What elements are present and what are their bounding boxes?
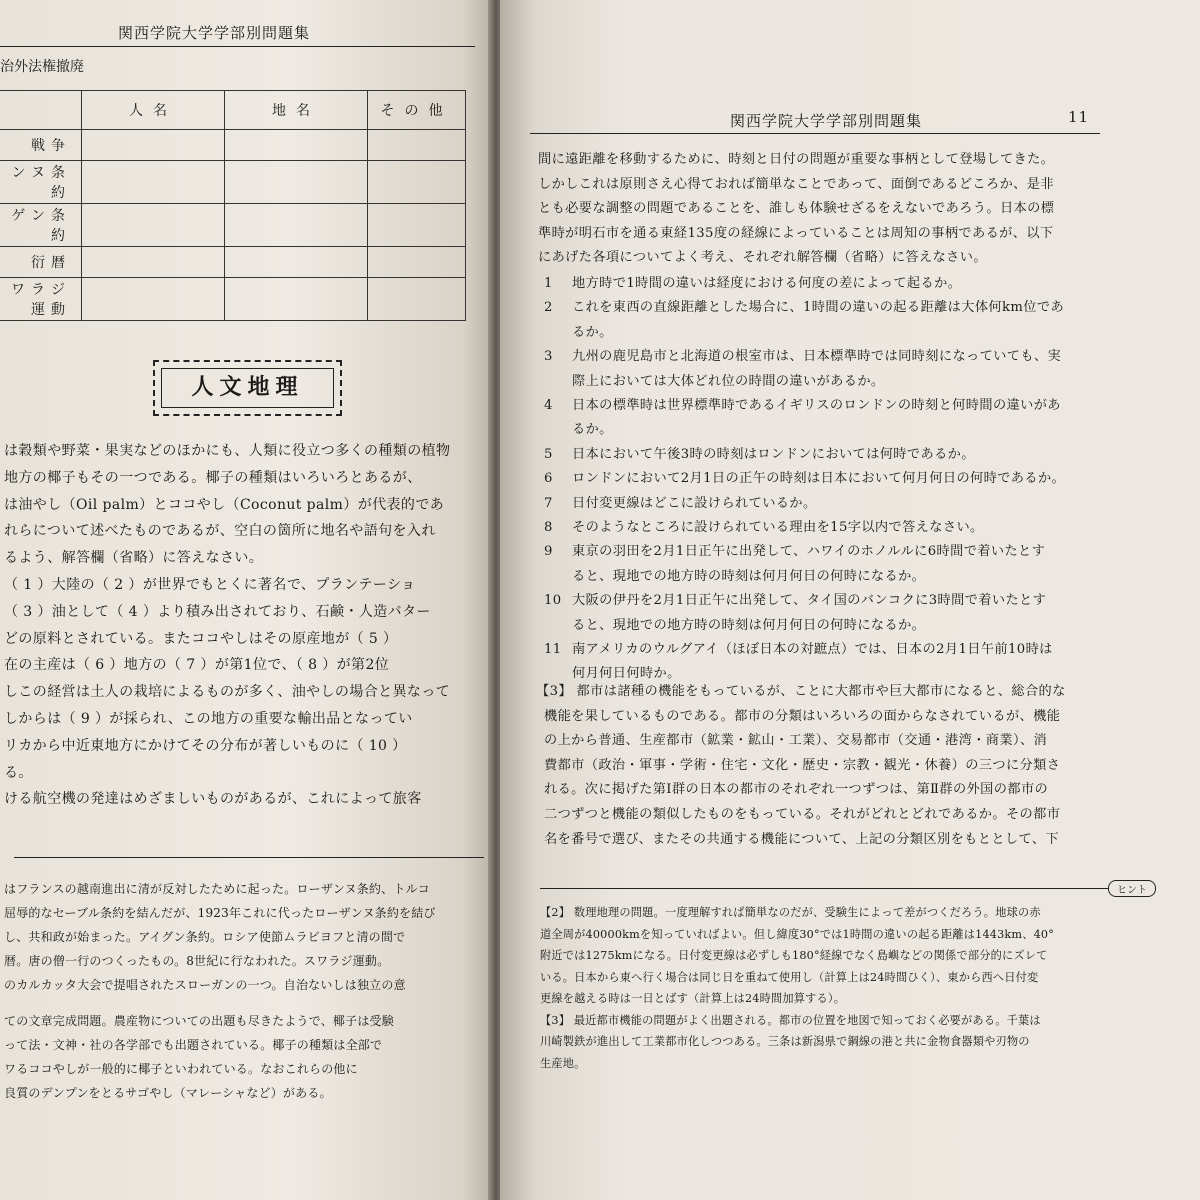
body-line: 地方の椰子もその一つである。椰子の種類はいろいろとあるが、 xyxy=(4,469,422,486)
question-text: 日付変更線はどこに設けられているか。 xyxy=(572,495,817,511)
row-label: 戦争 xyxy=(0,130,82,161)
table-cell xyxy=(82,278,225,321)
question-text: 日本の標準時は世界標準時であるイギリスのロンドンの時刻と何時間の違いがあ xyxy=(572,398,1061,413)
question-number: 11 xyxy=(544,642,562,657)
table-cell xyxy=(368,278,466,321)
question-text: ると、現地での地方時の時刻は何月何日の何時になるか。 xyxy=(572,617,926,633)
question-number: 6 xyxy=(544,471,553,487)
question-line xyxy=(544,467,1065,486)
note-line: し、共和政が始まった。アイグン条約。ロシア使節ムラビヨフと清の間で xyxy=(4,930,406,944)
note-line: って法・文神・社の各学部でも出題されている。椰子の種類は全部で xyxy=(4,1038,383,1052)
question-line xyxy=(544,614,925,633)
row-label: 衍暦 xyxy=(0,247,82,278)
question-text: 日本において午後3時の時刻はロンドンにおいては何時であるか。 xyxy=(572,446,975,462)
question-line xyxy=(544,443,975,462)
hint-note-line: 生産地。 xyxy=(540,1056,586,1070)
body-line: る。 xyxy=(4,764,33,781)
table-cell xyxy=(225,130,368,161)
header-rule xyxy=(0,46,475,47)
subhead: 治外法権撤廃 xyxy=(0,59,84,75)
section-3-line: の上から普通、生産都市（鉱業・鉱山・工業）、交易都市（交通・港湾・商業）、消 xyxy=(544,733,1048,749)
hint-note-line: 川崎製鉄が進出して工業都市化しつつある。三条は新潟県で鋼線の港と共に金物食器類や刃物の xyxy=(540,1035,1030,1048)
intro-line: にあげた各項についてよく考え、それぞれ解答欄（省略）に答えなさい。 xyxy=(538,250,987,265)
question-text: 九州の鹿児島市と北海道の根室市は、日本標準時では同時刻になっていても、実 xyxy=(572,349,1062,365)
running-header: 関西学院大学学部別問題集 xyxy=(730,112,923,130)
table-cell xyxy=(225,278,368,321)
question-text: 際上においては大体どれ位の時間の違いがあるか。 xyxy=(572,373,885,389)
question-number: 9 xyxy=(544,544,553,560)
intro-line: 準時が明石市を通る東経135度の経線によっていることは周知の事柄であるが、以下 xyxy=(538,225,1054,241)
body-line: ける航空機の発達はめざましいものがあるが、これによって旅客 xyxy=(4,791,422,808)
question-text: ると、現地での地方時の時刻は何月何日の何時になるか。 xyxy=(572,568,926,584)
col-person: 人名 xyxy=(82,91,225,130)
section-3-line: 二つずつと機能の類似したものをもっている。それがどれとどれであるか。その都市 xyxy=(544,807,1061,822)
question-text: ロンドンにおいて2月1日の正午の時刻は日本において何月何日の何時であるか。 xyxy=(572,471,1066,487)
hint-note-line: 【2】 数理地理の問題。一度理解すれば簡単なのだが、受験生によって差がつくだろう。地球の赤 xyxy=(540,906,1041,919)
table-cell xyxy=(82,247,225,278)
page-number: 11 xyxy=(1068,108,1090,126)
row-label: ンヌ条約 xyxy=(0,161,82,204)
question-line xyxy=(544,638,1053,657)
question-text: 何月何日何時か。 xyxy=(572,666,681,682)
question-number: 2 xyxy=(544,300,553,316)
section-title: 人文地理 xyxy=(161,368,334,408)
note-line: ワるココやしが一般的に椰子といわれている。なおこれらの他に xyxy=(4,1062,358,1076)
question-number: 5 xyxy=(544,446,553,462)
hint-note-line: 附近では1275kmになる。日付変更線は必ずしも180°経線でなく島嶼などの関係で部分的にズレて xyxy=(540,949,1048,962)
question-text: これを東西の直線距離とした場合に、1時間の違いの起る距離は大体何km位であ xyxy=(572,300,1065,316)
question-line xyxy=(544,418,613,437)
intro-line: しかしこれは原則さえ心得ておれば簡単なことであって、面倒であるどころか、是非 xyxy=(538,176,1054,192)
section-3-line: 費都市（政治・軍事・学術・住宅・文化・歴史・宗教・観光・休養）の三つに分類さ xyxy=(544,757,1061,773)
question-line xyxy=(544,296,1064,315)
question-line xyxy=(544,565,925,584)
question-text: 東京の羽田を2月1日正午に出発して、ハワイのホノルルに6時間で着いたとす xyxy=(572,544,1046,560)
question-line xyxy=(544,516,984,535)
right-page xyxy=(500,0,1200,1200)
section-3-line: れる。次に掲げた第Ⅰ群の日本の都市のそれぞれ一つずつは、第Ⅱ群の外国の都市の xyxy=(544,782,1049,798)
note-line: 屈辱的なセーブル条約を結んだが、1923年これに代ったローザンヌ条約を結び xyxy=(4,906,436,920)
question-text: るか。 xyxy=(572,324,613,340)
answer-table xyxy=(0,90,466,321)
question-line xyxy=(544,394,1061,413)
note-line: のカルカッタ大会で提唱されたスローガンの一つ。自治ないしは独立の意 xyxy=(4,978,406,992)
body-line: しからは（ 9 ）が採られ、この地方の重要な輸出品となってい xyxy=(4,711,413,727)
question-text: るか。 xyxy=(572,422,613,438)
table-cell xyxy=(82,204,225,247)
question-line xyxy=(544,540,1045,559)
table-cell xyxy=(82,161,225,204)
table-cell xyxy=(368,161,466,204)
row-label: ゲン条約 xyxy=(0,204,82,247)
hint-note-line: いる。日本から東へ行く場合は同じ日を重ねて使用し（計算上は24時間ひく）、東から西へ日付変 xyxy=(540,970,1039,984)
table-cell xyxy=(225,204,368,247)
body-line: リカから中近東地方にかけてその分布が著しいものに（ 10 ） xyxy=(4,737,407,754)
question-text: そのようなところに設けられている理由を15字以内で答えなさい。 xyxy=(572,520,984,535)
notes-rule xyxy=(14,857,484,858)
question-number: 4 xyxy=(544,398,553,413)
body-line: は油やし（Oil palm）とココやし（Coconut palm）が代表的であ xyxy=(4,496,445,513)
left-page xyxy=(0,0,492,1200)
running-header: 関西学院大学学部別問題集 xyxy=(118,24,311,42)
col-place: 地名 xyxy=(225,91,368,130)
hint-note-line: 更線を越える時は一日とばす（計算上は24時間加算する）。 xyxy=(540,992,846,1005)
body-line: しこの経営は土人の栽培によるものが多く、油やしの場合と異なって xyxy=(4,684,451,701)
question-line xyxy=(544,345,1061,364)
table-cell xyxy=(82,130,225,161)
question-text: 南アメリカのウルグアイ（ほぼ日本の対蹠点）では、日本の2月1日午前10時は xyxy=(572,642,1053,657)
body-line: れらについて述べたものであるが、空白の箇所に地名や語句を入れ xyxy=(4,523,436,540)
body-line: 在の主産は（ 6 ）地方の（ 7 ）が第1位で、（ 8 ）が第2位 xyxy=(4,657,390,674)
hint-rule xyxy=(540,888,1132,889)
question-line xyxy=(544,589,1046,608)
note-line: ての文章完成問題。農産物についての出題も尽きたようで、椰子は受験 xyxy=(4,1014,394,1028)
section-3-line: 【3】 都市は諸種の機能をもっているが、ことに大都市や巨大都市になると、総合的な xyxy=(536,684,1066,699)
question-line xyxy=(544,662,681,681)
table-cell xyxy=(368,204,466,247)
question-line xyxy=(544,370,885,389)
header-rule xyxy=(530,133,1100,134)
body-line: （ 3 ）油として（ 4 ）より積み出されており、石鹸・人造バター xyxy=(4,603,431,620)
question-number: 3 xyxy=(544,349,553,365)
question-text: 地方時で1時間の違いは経度における何度の差によって起るか。 xyxy=(572,276,962,291)
note-line: はフランスの越南進出に清が反対したために起った。ローザンヌ条約、トルコ xyxy=(4,882,430,896)
table-cell xyxy=(368,247,466,278)
question-line xyxy=(544,272,961,291)
hint-note-line: 道全周が40000kmを知っていればよい。但し緯度30°では1時間の違いの起る距離は1443km、40° xyxy=(540,927,1055,941)
question-number: 10 xyxy=(544,593,562,609)
hint-note-line: 【3】 最近都市機能の問題がよく出題される。都市の位置を地図で知っておく必要がある。千葉は xyxy=(540,1013,1041,1027)
note-line: 良質のデンプンをとるサゴやし（マレーシャなど）がある。 xyxy=(4,1086,332,1100)
table-cell xyxy=(368,130,466,161)
body-line: どの原料とされている。またココやしはその原産地が（ 5 ） xyxy=(4,630,398,647)
body-line: （ 1 ）大陸の（ 2 ）が世界でもとくに著名で、プランテーショ xyxy=(4,577,416,593)
question-number: 1 xyxy=(544,276,553,291)
intro-line: とも必要な調整の問題であることを、誰しも体験せざるをえないであろう。日本の標 xyxy=(538,201,1055,216)
body-line: るよう、解答欄（省略）に答えなさい。 xyxy=(4,550,264,567)
question-text: 大阪の伊丹を2月1日正午に出発して、タイ国のバンコクに3時間で着いたとす xyxy=(572,593,1047,609)
question-line xyxy=(544,321,613,340)
intro-line: 間に遠距離を移動するために、時刻と日付の問題が重要な事柄として登場してきた。 xyxy=(538,152,1055,167)
section-title-box xyxy=(153,360,342,416)
hint-label: ヒント xyxy=(1108,880,1156,897)
note-line: 暦。唐の僧一行のつくったもの。8世紀に行なわれた。スワラジ運動。 xyxy=(4,954,390,968)
table-cell xyxy=(225,161,368,204)
question-line xyxy=(544,492,817,511)
section-3-line: 名を番号で選び、またその共通する機能について、上記の分類区別をもととして、下 xyxy=(544,831,1060,847)
question-number: 7 xyxy=(544,495,553,511)
table-cell xyxy=(225,247,368,278)
section-3-line: 機能を果しているものである。都市の分類はいろいろの面からなされているが、機能 xyxy=(544,708,1061,724)
row-label: ワラジ運動 xyxy=(0,278,82,321)
body-line: は穀類や野菜・果実などのほかにも、人類に役立つ多くの種類の植物 xyxy=(4,443,451,459)
col-other: その他 xyxy=(368,91,466,130)
question-number: 8 xyxy=(544,520,553,535)
